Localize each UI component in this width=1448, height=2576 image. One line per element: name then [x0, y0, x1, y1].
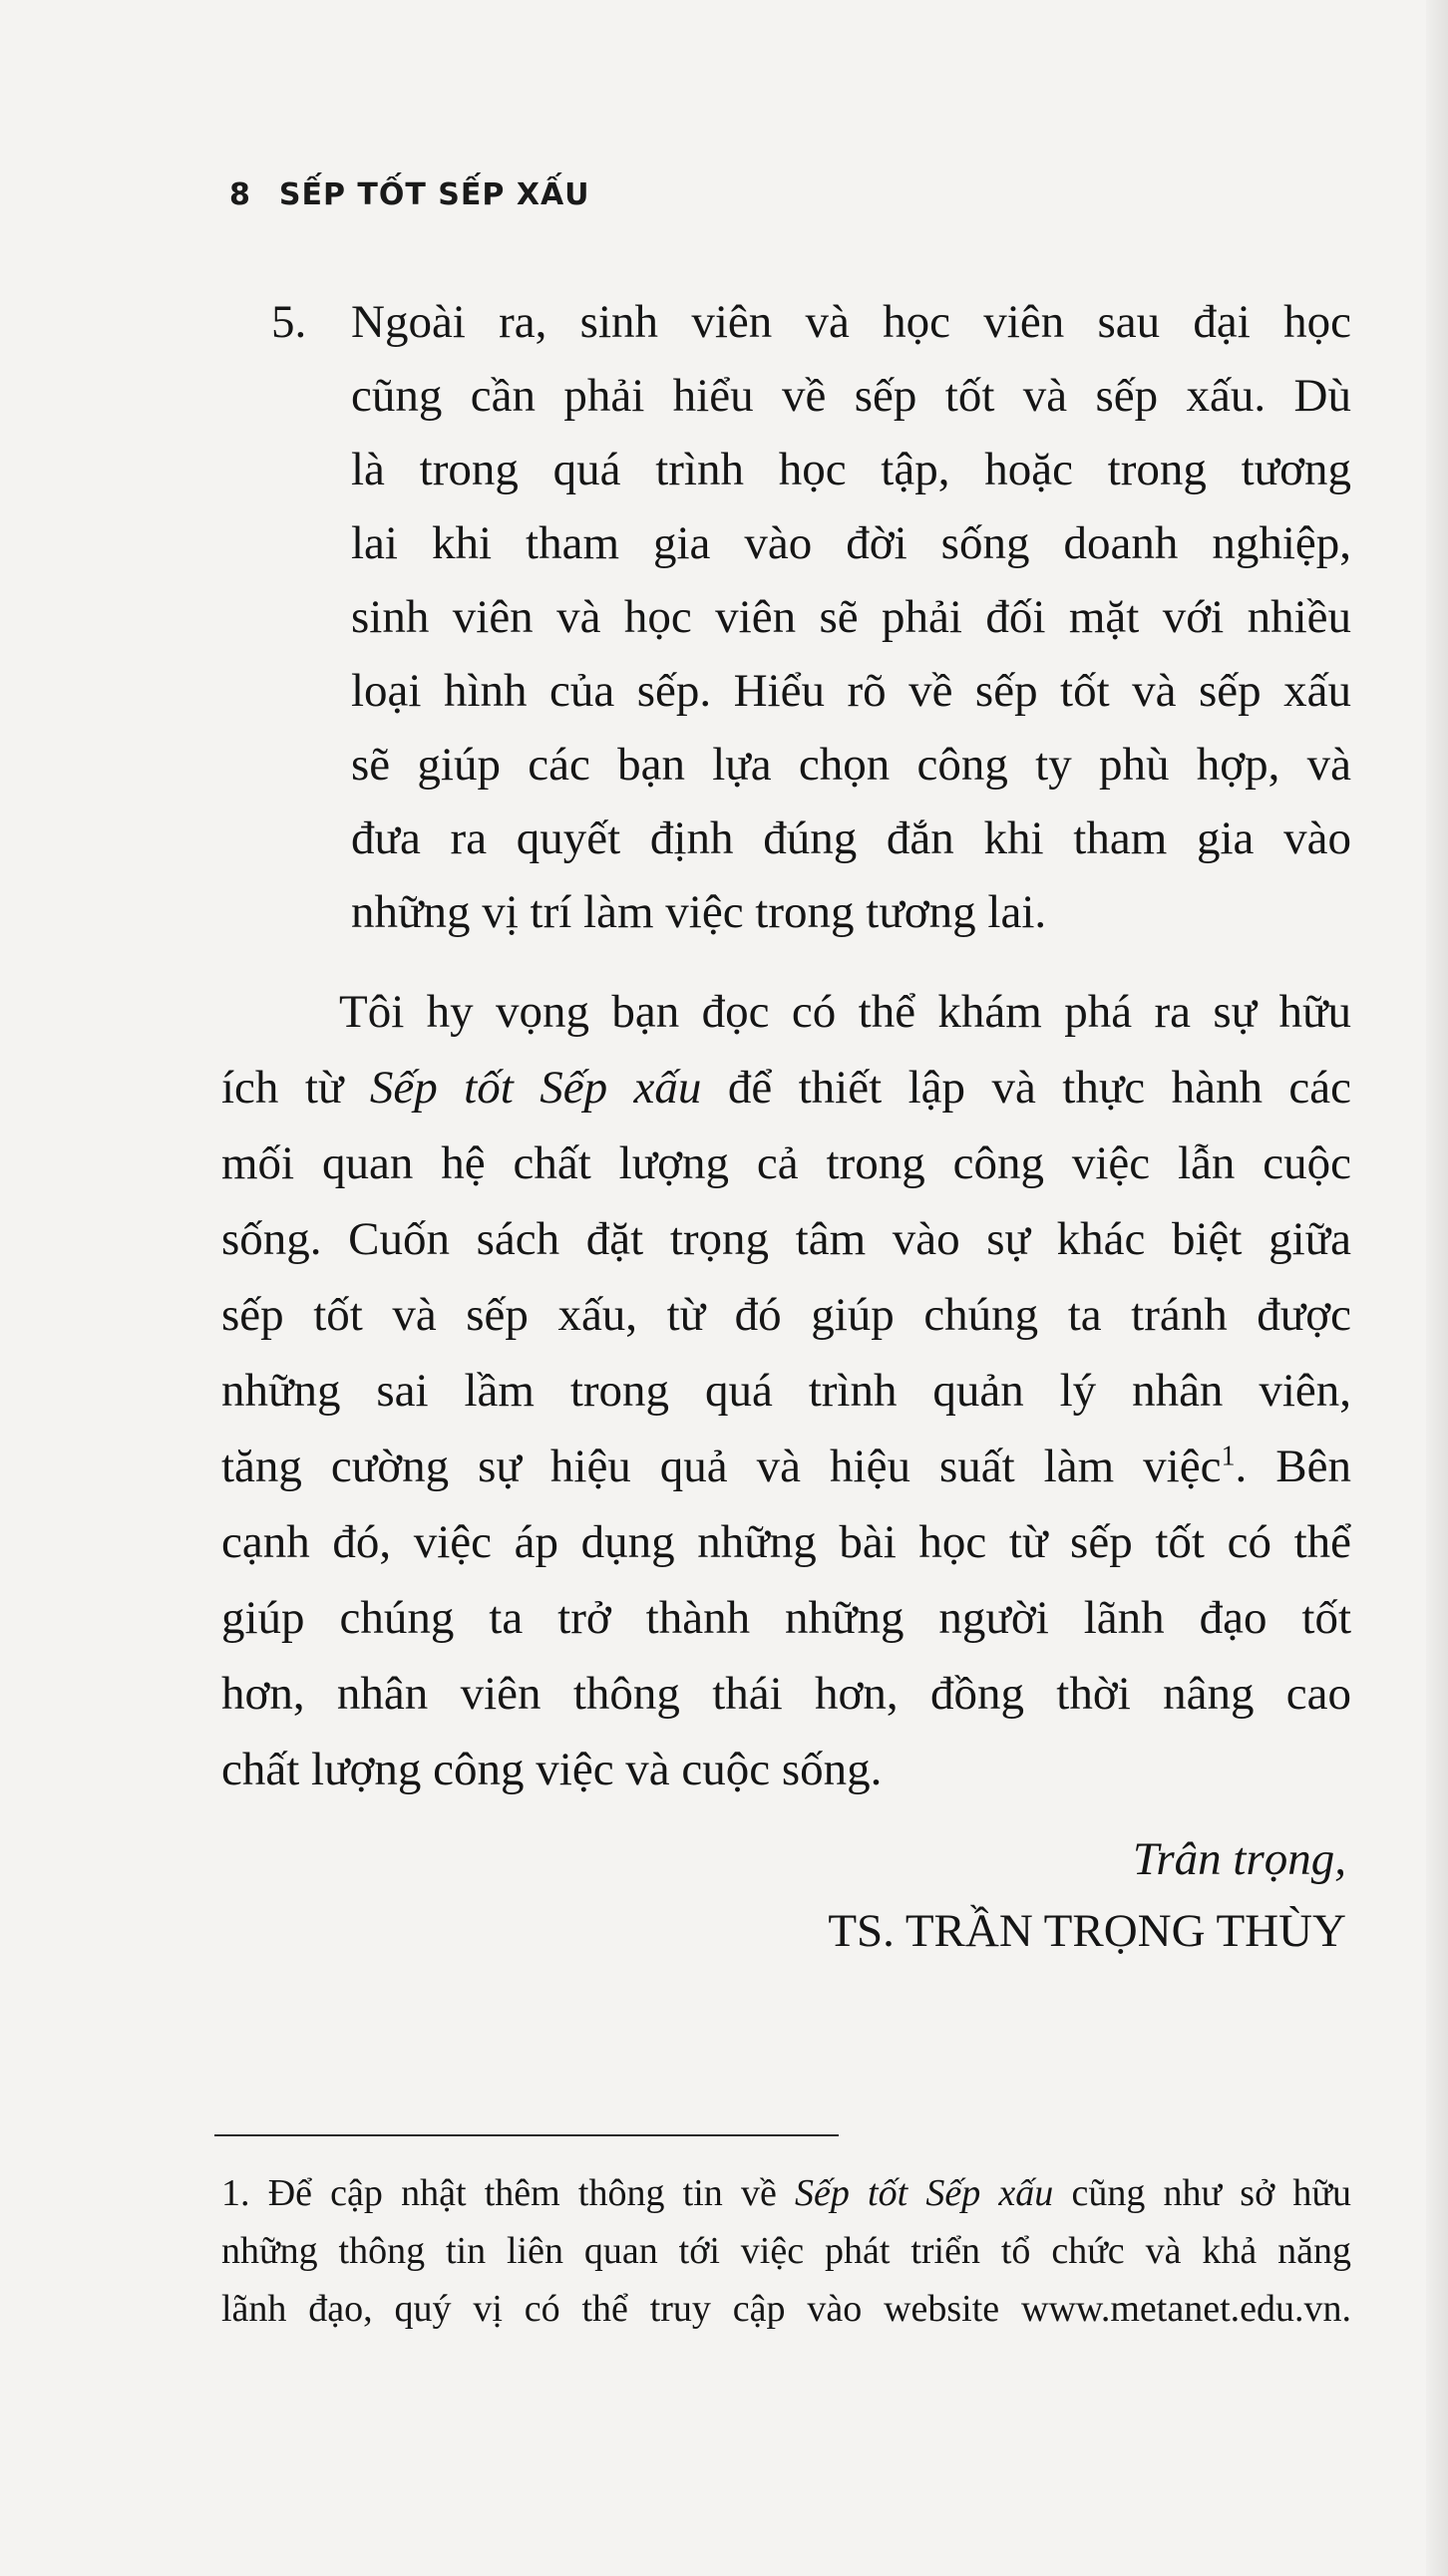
salutation: Trân trọng,	[1132, 1833, 1346, 1885]
paragraph-line: chất lượng công việc và cuộc sống.	[221, 1744, 883, 1795]
list-line: loại hình của sếp. Hiểu rõ về sếp tốt và sếp xấu	[351, 665, 1351, 717]
footnote-line: 1. Để cập nhật thêm thông tin về Sếp tốt Sếp xấu cũng như sở hữu	[221, 2172, 1351, 2214]
paragraph-line: cạnh đó, việc áp dụng những bài học từ sếp tốt có thể	[221, 1516, 1351, 1568]
footnote-reference: 1	[1221, 1441, 1236, 1472]
list-line: đưa ra quyết định đúng đắn khi tham gia vào	[351, 812, 1351, 864]
list-line: Ngoài ra, sinh viên và học viên sau đại học	[351, 296, 1351, 348]
list-line: lai khi tham gia vào đời sống doanh nghiệp,	[351, 517, 1351, 569]
running-head	[229, 177, 590, 212]
footnote-line: những thông tin liên quan tới việc phát triển tổ chức và khả năng	[221, 2230, 1351, 2272]
paragraph-line: hơn, nhân viên thông thái hơn, đồng thời nâng cao	[221, 1668, 1351, 1720]
paragraph-line: giúp chúng ta trở thành những người lãnh đạo tốt	[221, 1592, 1351, 1644]
list-line: những vị trí làm việc trong tương lai.	[351, 886, 1047, 938]
footnote-divider	[214, 2134, 839, 2136]
book-title-header: SẾP TỐT SẾP XẤU	[278, 177, 590, 212]
paragraph-line: những sai lầm trong quá trình quản lý nhân viên,	[221, 1365, 1351, 1417]
footnote-line: lãnh đạo, quý vị có thể truy cập vào website www.metanet.edu.vn.	[221, 2288, 1351, 2330]
paragraph-line: Tôi hy vọng bạn đọc có thể khám phá ra sự hữu	[339, 986, 1351, 1038]
paragraph-line: sống. Cuốn sách đặt trọng tâm vào sự khác biệt giữa	[221, 1213, 1351, 1265]
list-line: là trong quá trình học tập, hoặc trong tương	[351, 444, 1351, 495]
footnote-book-title: Sếp tốt Sếp xấu	[795, 2172, 1054, 2214]
signature: TS. TRẦN TRỌNG THÙY	[828, 1905, 1346, 1957]
paragraph-line: sếp tốt và sếp xấu, từ đó giúp chúng ta tránh được	[221, 1289, 1351, 1341]
book-title-italic: Sếp tốt Sếp xấu	[369, 1062, 702, 1114]
list-item-number: 5.	[271, 296, 307, 348]
list-line: cũng cần phải hiểu về sếp tốt và sếp xấu. Dù	[351, 370, 1351, 422]
list-line: sinh viên và học viên sẽ phải đối mặt với nhiều	[351, 591, 1351, 643]
page-edge-shadow	[1426, 0, 1448, 2576]
paragraph-line: ích từ Sếp tốt Sếp xấu để thiết lập và thực hành các	[221, 1062, 1351, 1114]
paragraph-line: mối quan hệ chất lượng cả trong công việc lẫn cuộc	[221, 1137, 1351, 1189]
list-line: sẽ giúp các bạn lựa chọn công ty phù hợp, và	[351, 739, 1351, 791]
paragraph-line: tăng cường sự hiệu quả và hiệu suất làm việc$^1$. Bên	[221, 1441, 1351, 1492]
page-number: 8	[229, 177, 251, 212]
footnote-marker: 1.	[221, 2172, 250, 2214]
